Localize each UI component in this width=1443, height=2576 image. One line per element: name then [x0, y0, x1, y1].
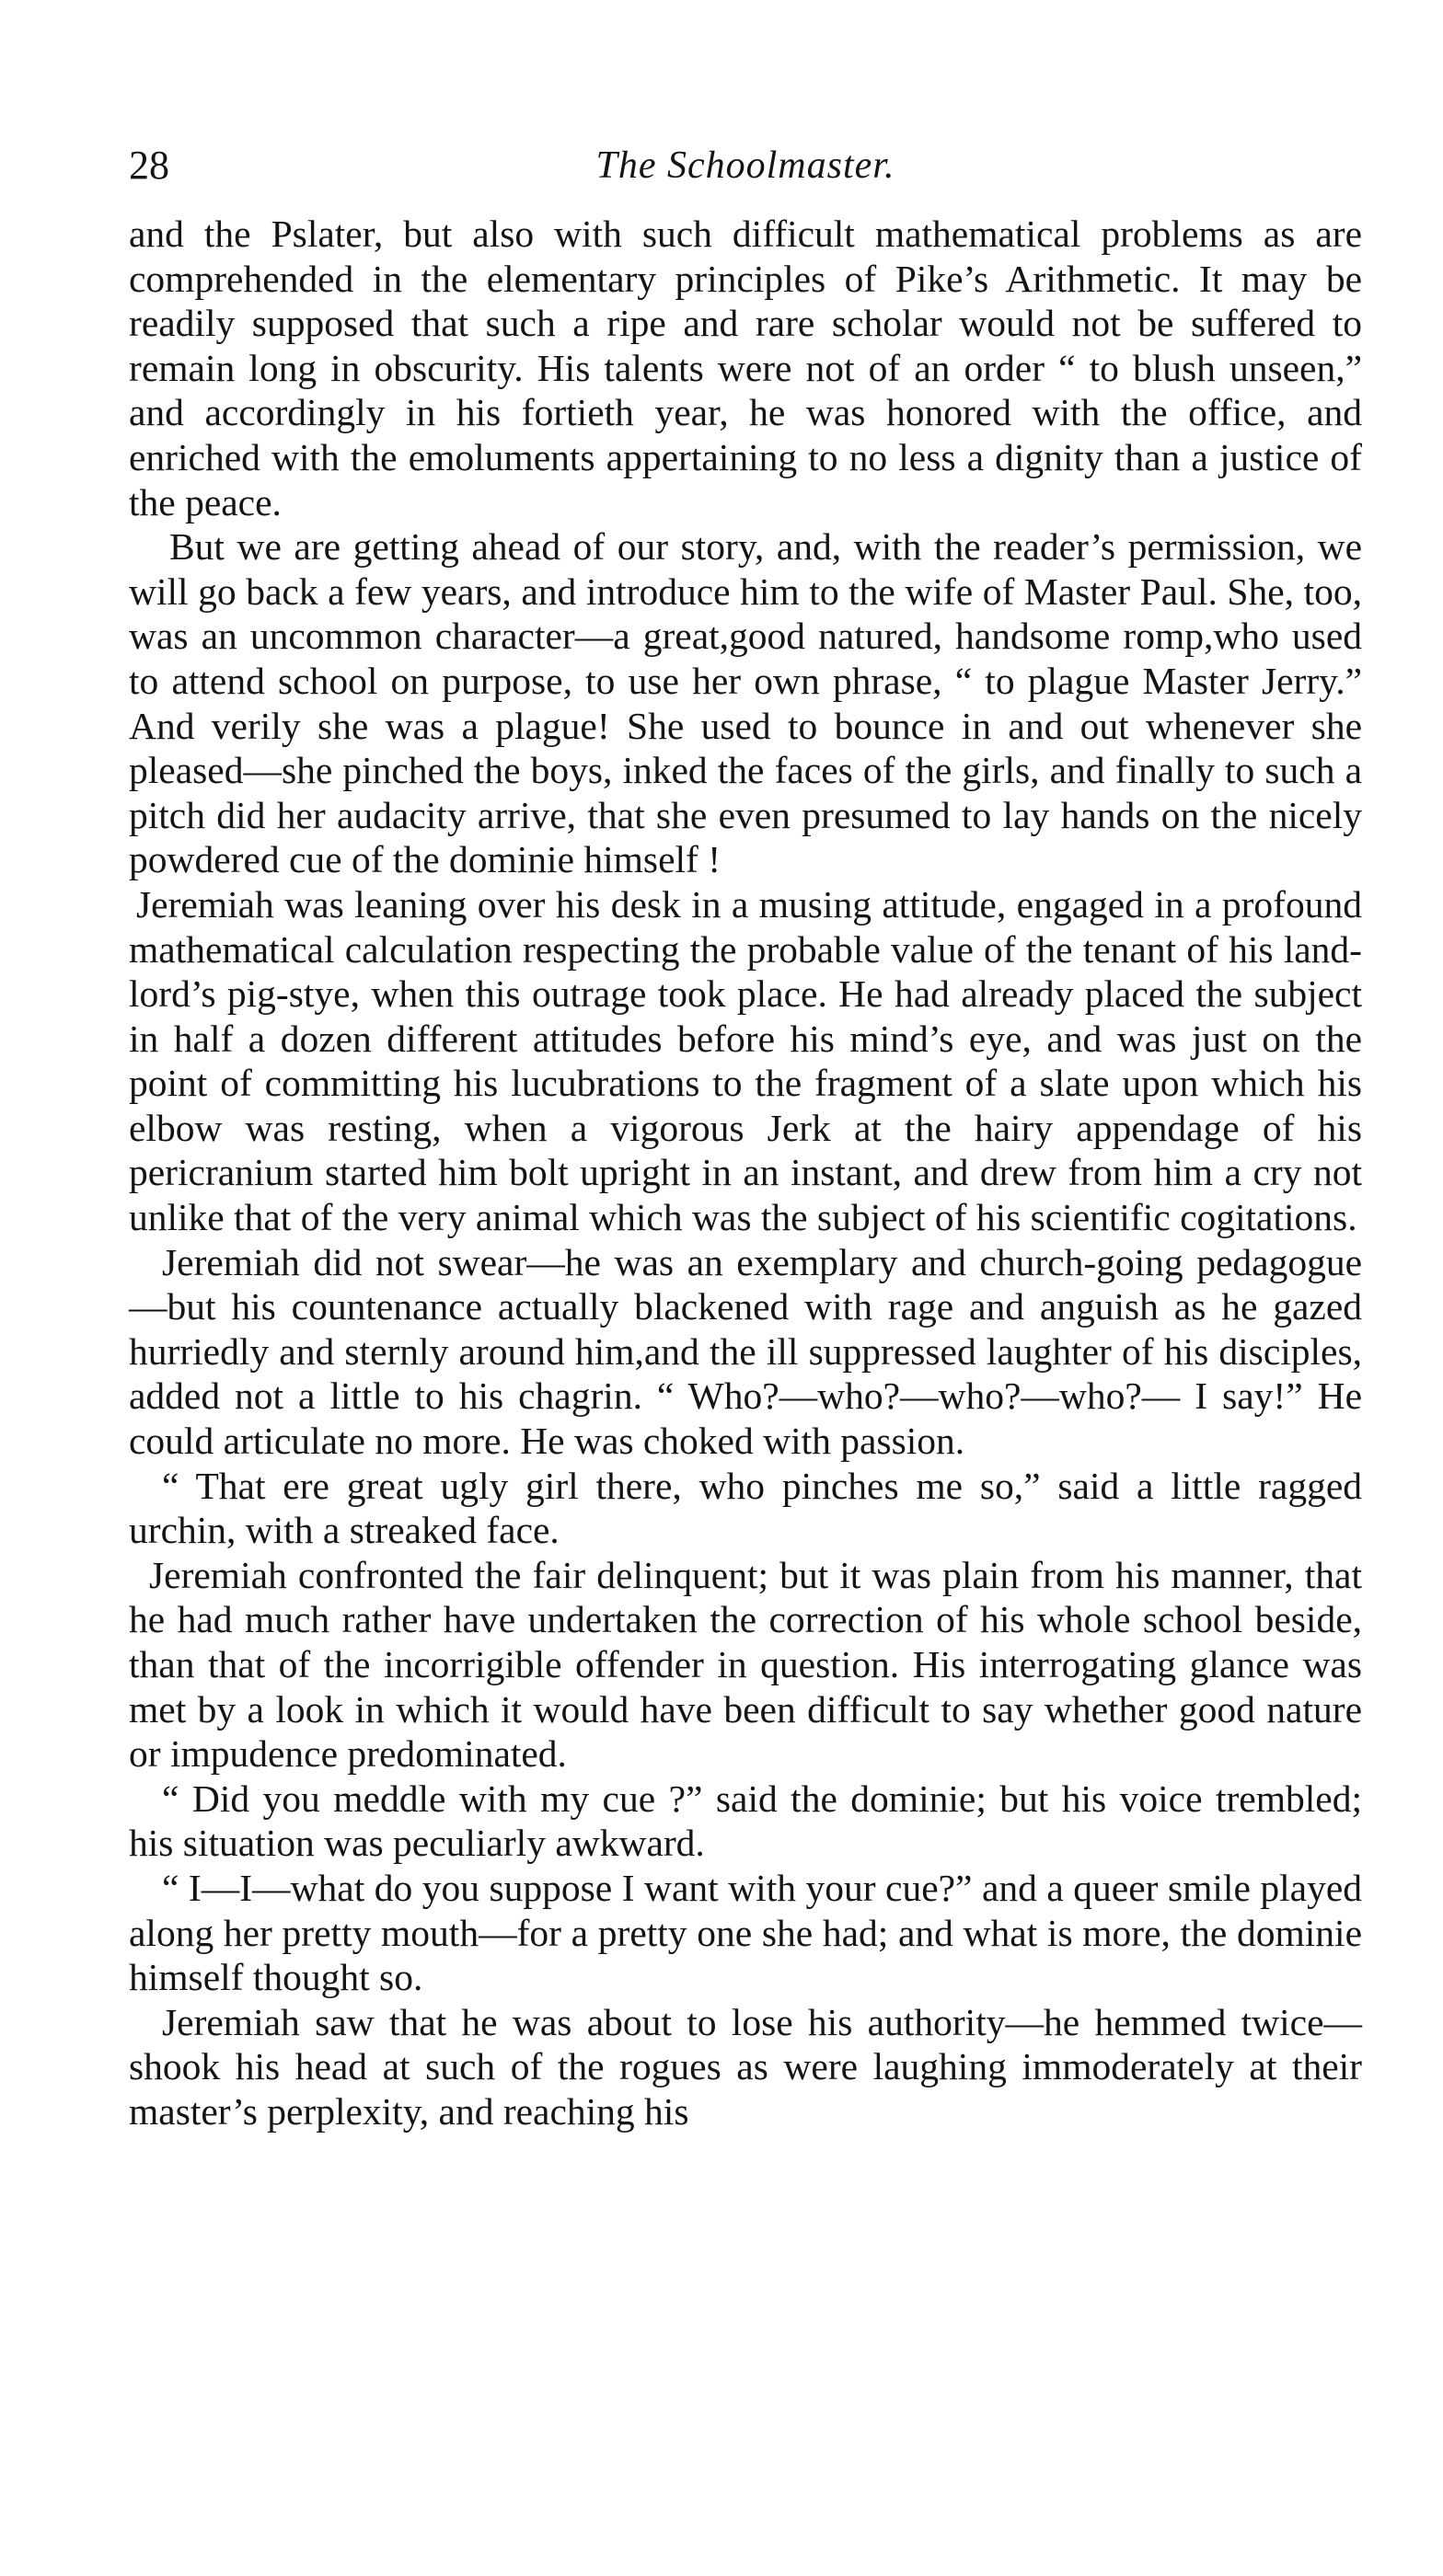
book-page — [129, 138, 1362, 2134]
paragraph: “ I—I—what do you suppose I want with your cue?” and a queer smile played along her pretty mouth—for a pretty one she had; and what is more, the dominie himself thought so. — [129, 1866, 1362, 1999]
running-title: The Schoolmaster. — [595, 144, 895, 187]
body-text — [129, 212, 1362, 2134]
running-head — [129, 138, 1362, 193]
paragraph: “ Did you meddle with my cue ?” said the dominie; but his voice trembled; his situation was peculiarly awkward. — [129, 1777, 1362, 1865]
paragraph: Jeremiah did not swear—he was an exemplary and church-going pedagogue—but his countenance actually blackened with rage and anguish as he gazed hurriedly and sternly around him,and the ill suppressed laughter of his disciples, added not a little to his chagrin. “ Who?—who?—who?—who?— I say!” He could articulate no more. He was choked with passion. — [129, 1240, 1362, 1463]
paragraph: But we are getting ahead of our story, and, with the reader’s permission, we will go back a few years, and introduce him to the wife of Master Paul. She, too, was an uncommon character—a great,good natured, handsome romp,who used to attend school on purpose, to use her own phrase, “ to plague Master Jerry.” And verily she was a plague! She used to bounce in and out whenever she pleased—she pinched the boys, inked the faces of the girls, and finally to such a pitch did her audacity arrive, that she even presumed to lay hands on the nicely powdered cue of the dominie himself ! — [129, 525, 1362, 881]
paragraph: Jeremiah confronted the fair delinquent; but it was plain from his manner, that he had much rather have undertaken the correction of his whole school beside, than that of the incorrigible offender in question. His interrogating glance was met by a look in which it would have been difficult to say whether good nature or impudence predominated. — [129, 1553, 1362, 1776]
page-number: 28 — [129, 143, 169, 188]
paragraph: Jeremiah was leaning over his desk in a musing attitude, engaged in a profound mathematical calculation respecting the probable value of the tenant of his land-lord’s pig-stye, when this outrage took place. He had already placed the subject in half a dozen different attitudes before his mind’s eye, and was just on the point of committing his lucubrations to the fragment of a slate upon which his elbow was resting, when a vigorous Jerk at the hairy appendage of his pericranium started him bolt upright in an instant, and drew from him a cry not unlike that of the very animal which was the subject of his scientific cogitations. — [129, 882, 1362, 1239]
paragraph: “ That ere great ugly girl there, who pinches me so,” said a little ragged urchin, with a streaked face. — [129, 1464, 1362, 1552]
paragraph: Jeremiah saw that he was about to lose his authority—he hemmed twice—shook his head at such of the rogues as were laughing immoderately at their master’s perplexity, and reaching his — [129, 2000, 1362, 2133]
paragraph: and the Pslater, but also with such difficult mathematical problems as are comprehended in the elementary principles of Pike’s Arithmetic. It may be readily supposed that such a ripe and rare scholar would not be suffered to remain long in obscurity. His talents were not of an order “ to blush unseen,” and accordingly in his fortieth year, he was honored with the office, and enriched with the emoluments appertaining to no less a dignity than a justice of the peace. — [129, 213, 1362, 523]
